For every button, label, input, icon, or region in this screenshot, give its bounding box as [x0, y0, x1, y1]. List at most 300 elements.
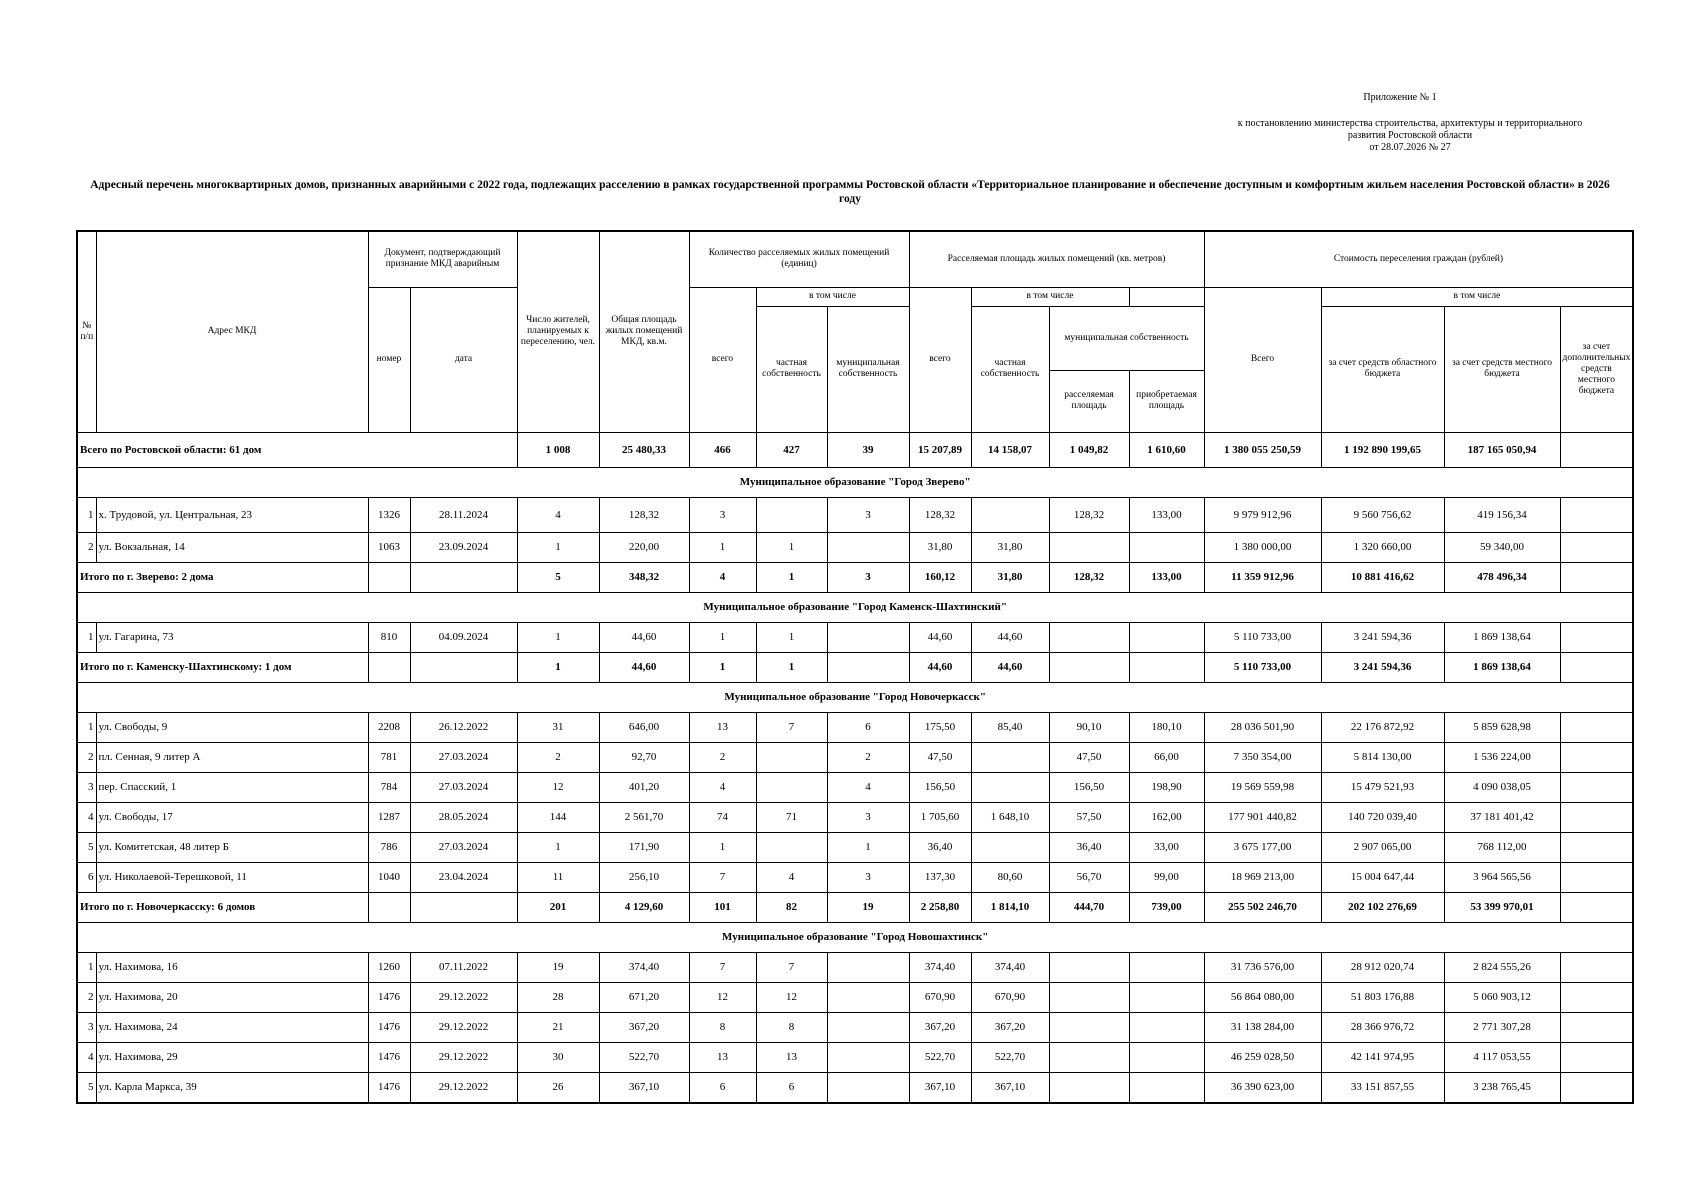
cell-total_area: 367,20 [599, 1012, 689, 1042]
cell-cost_total: 7 350 354,00 [1204, 742, 1321, 772]
cell-area_resettled: 56,70 [1049, 862, 1129, 892]
cell-area_acquired [1129, 952, 1204, 982]
cell-area_acquired [1129, 982, 1204, 1012]
cell-residents: 11 [517, 862, 599, 892]
cell-rooms_total: 466 [689, 432, 756, 467]
cell-cost_extra [1560, 562, 1633, 592]
cell-area_resettled [1049, 1012, 1129, 1042]
col-cost: Стоимость переселения граждан (рублей) [1204, 231, 1633, 287]
cell-doc-number: 1476 [368, 1042, 410, 1072]
cell-number: 2 [77, 742, 96, 772]
cell-total_area: 367,10 [599, 1072, 689, 1103]
cell-doc-number: 784 [368, 772, 410, 802]
cell-cost_total: 46 259 028,50 [1204, 1042, 1321, 1072]
cell-municipal [827, 622, 909, 652]
col-area-including: в том числе [971, 287, 1129, 306]
cell-residents: 1 008 [517, 432, 599, 467]
municipality-header-row [77, 467, 1633, 497]
cell-residents: 12 [517, 772, 599, 802]
cell-area_resettled [1049, 982, 1129, 1012]
cell-residents: 1 [517, 832, 599, 862]
cell-cost_local: 478 496,34 [1444, 562, 1560, 592]
cell-area_acquired: 66,00 [1129, 742, 1204, 772]
cell-cost_regional: 15 004 647,44 [1321, 862, 1444, 892]
cell-area_acquired: 99,00 [1129, 862, 1204, 892]
annex-title: Приложение № 1 [1363, 92, 1437, 103]
cell-rooms_total: 101 [689, 892, 756, 922]
cell-cost_total: 177 901 440,82 [1204, 802, 1321, 832]
cell-address: ул. Гагарина, 73 [96, 622, 368, 652]
cell-address: ул. Комитетская, 48 литер Б [96, 832, 368, 862]
municipality-title: Муниципальное образование "Город Зверево" [77, 467, 1633, 497]
cell-cost_total: 36 390 623,00 [1204, 1072, 1321, 1103]
cell-cost_extra [1560, 432, 1633, 467]
cell-area_total: 374,40 [909, 952, 971, 982]
cell-number: 1 [77, 712, 96, 742]
cell-area_resettled: 156,50 [1049, 772, 1129, 802]
cell-area_total: 128,32 [909, 497, 971, 532]
cell-residents: 201 [517, 892, 599, 922]
cell-doc-number: 1476 [368, 1012, 410, 1042]
cell-rooms_total: 3 [689, 497, 756, 532]
cell-cost_regional: 10 881 416,62 [1321, 562, 1444, 592]
cell-cost_local: 187 165 050,94 [1444, 432, 1560, 467]
cell-private [756, 772, 827, 802]
cell-area_total: 137,30 [909, 862, 971, 892]
cell-cost_regional: 2 907 065,00 [1321, 832, 1444, 862]
cell-doc-number: 1287 [368, 802, 410, 832]
cell-rooms_total: 13 [689, 1042, 756, 1072]
cell-number: 4 [77, 1042, 96, 1072]
cell-number: 2 [77, 982, 96, 1012]
col-area: Расселяемая площадь жилых помещений (кв. метров) [909, 231, 1204, 287]
cell-cost_total: 9 979 912,96 [1204, 497, 1321, 532]
cell-municipal: 3 [827, 562, 909, 592]
cell-area_resettled: 1 049,82 [1049, 432, 1129, 467]
cell-cost_local: 1 536 224,00 [1444, 742, 1560, 772]
cell-rooms_total: 12 [689, 982, 756, 1012]
cell-doc-date: 27.03.2024 [410, 832, 517, 862]
col-doc-date: дата [410, 287, 517, 432]
cell-cost_total: 5 110 733,00 [1204, 652, 1321, 682]
annex-line-1: к постановлению министерства строительства, архитектуры и территориального [1237, 118, 1583, 129]
cell-address: ул. Нахимова, 16 [96, 952, 368, 982]
annex-line-2: развития Ростовской области [1347, 130, 1473, 141]
cell-rooms_total: 74 [689, 802, 756, 832]
table-row [77, 1072, 1633, 1103]
cell-private: 1 [756, 652, 827, 682]
cell-cost_total: 28 036 501,90 [1204, 712, 1321, 742]
cell-address: пер. Спасский, 1 [96, 772, 368, 802]
col-municipal: муниципальная собственность [827, 306, 909, 432]
cell-area_total: 47,50 [909, 742, 971, 772]
annex-line-3: от 28.07.2026 № 27 [1369, 142, 1451, 153]
cell-cost_total: 19 569 559,98 [1204, 772, 1321, 802]
cell-area_private [971, 742, 1049, 772]
col-doc-number: номер [368, 287, 410, 432]
subtotal-label: Итого по г. Каменску-Шахтинскому: 1 дом [77, 652, 368, 682]
cell-area_private [971, 497, 1049, 532]
cell-total_area: 522,70 [599, 1042, 689, 1072]
subtotal-label: Итого по г. Зверево: 2 дома [77, 562, 368, 592]
cell-area_total: 156,50 [909, 772, 971, 802]
cell-number: 2 [77, 532, 96, 562]
cell-area_acquired: 739,00 [1129, 892, 1204, 922]
cell-area_private: 44,60 [971, 652, 1049, 682]
cell-area_private: 374,40 [971, 952, 1049, 982]
cell-municipal [827, 982, 909, 1012]
cell-residents: 21 [517, 1012, 599, 1042]
cell-doc-number: 786 [368, 832, 410, 862]
cell-total_area: 44,60 [599, 622, 689, 652]
cell-doc-date: 27.03.2024 [410, 772, 517, 802]
cell-total_area: 256,10 [599, 862, 689, 892]
cell-area_private: 31,80 [971, 562, 1049, 592]
table-row [77, 1042, 1633, 1072]
cell-area_resettled [1049, 652, 1129, 682]
cell-cost_extra [1560, 832, 1633, 862]
cell-area_private: 367,20 [971, 1012, 1049, 1042]
cell-rooms_total: 4 [689, 772, 756, 802]
cell-residents: 1 [517, 652, 599, 682]
cell-municipal: 6 [827, 712, 909, 742]
cell-residents: 31 [517, 712, 599, 742]
col-area-resettled: расселяемая площадь [1049, 370, 1129, 432]
cell-number: 1 [77, 952, 96, 982]
cell-address: х. Трудовой, ул. Центральная, 23 [96, 497, 368, 532]
cell-private: 8 [756, 1012, 827, 1042]
cell-doc-number: 1040 [368, 862, 410, 892]
cell-total_area: 44,60 [599, 652, 689, 682]
cell-municipal: 39 [827, 432, 909, 467]
cell-area_total: 31,80 [909, 532, 971, 562]
cell-cost_regional: 3 241 594,36 [1321, 652, 1444, 682]
cell-rooms_total: 7 [689, 952, 756, 982]
cell-area_total: 2 258,80 [909, 892, 971, 922]
cell-total_area: 2 561,70 [599, 802, 689, 832]
cell-private: 7 [756, 952, 827, 982]
col-document: Документ, подтверждающий признание МКД аварийным [368, 231, 517, 287]
cell-doc-date: 07.11.2022 [410, 952, 517, 982]
cell-area_resettled: 47,50 [1049, 742, 1129, 772]
cell-private [756, 742, 827, 772]
cell-rooms_total: 1 [689, 832, 756, 862]
municipality-header-row [77, 922, 1633, 952]
cell-cost_total: 18 969 213,00 [1204, 862, 1321, 892]
cell-cost_local: 37 181 401,42 [1444, 802, 1560, 832]
cell-area_total: 44,60 [909, 652, 971, 682]
cell-cost_extra [1560, 742, 1633, 772]
cell-municipal: 4 [827, 772, 909, 802]
cell-municipal [827, 1012, 909, 1042]
cell-doc-number: 781 [368, 742, 410, 772]
cell-total_area: 646,00 [599, 712, 689, 742]
table-row [77, 802, 1633, 832]
cell-cost_local: 59 340,00 [1444, 532, 1560, 562]
cell-doc-number: 1476 [368, 1072, 410, 1103]
cell-cost_total: 3 675 177,00 [1204, 832, 1321, 862]
cell-cost_local: 3 964 565,56 [1444, 862, 1560, 892]
cell-area_resettled: 128,32 [1049, 497, 1129, 532]
col-area-municipal: муниципальная собственность [1049, 306, 1204, 370]
cell-total_area: 220,00 [599, 532, 689, 562]
col-area-private: частная собственность [971, 306, 1049, 432]
cell-cost_regional: 202 102 276,69 [1321, 892, 1444, 922]
document-title: Адресный перечень многоквартирных домов, признанных аварийными с 2022 года, подлежащих расселению в рамках государственной программы Ростовской области «Территориальное планирование и обеспечение доступным и комфортным жильем населения Ростовской области» в 2026 году [90, 179, 1610, 205]
cell-private [756, 832, 827, 862]
col-cost-regional: за счет средств областного бюджета [1321, 306, 1444, 432]
cell-municipal [827, 952, 909, 982]
cell-private: 1 [756, 622, 827, 652]
cell-area_resettled: 90,10 [1049, 712, 1129, 742]
table-row [77, 772, 1633, 802]
cell-cost_local: 1 869 138,64 [1444, 652, 1560, 682]
cell-doc-date [410, 652, 517, 682]
cell-cost_total: 11 359 912,96 [1204, 562, 1321, 592]
cell-doc-number: 1260 [368, 952, 410, 982]
col-cost-local: за счет средств местного бюджета [1444, 306, 1560, 432]
cell-residents: 28 [517, 982, 599, 1012]
col-area-total: всего [909, 287, 971, 432]
table-header [77, 231, 1633, 432]
cell-area_acquired: 162,00 [1129, 802, 1204, 832]
cell-area_total: 1 705,60 [909, 802, 971, 832]
cell-area_private: 1 814,10 [971, 892, 1049, 922]
cell-cost_local: 2 824 555,26 [1444, 952, 1560, 982]
subtotal-label: Итого по г. Новочеркасску: 6 домов [77, 892, 368, 922]
cell-area_private [971, 772, 1049, 802]
col-total-area: Общая площадь жилых помещений МКД, кв.м. [599, 231, 689, 432]
cell-doc-date: 29.12.2022 [410, 1072, 517, 1103]
cell-total_area: 128,32 [599, 497, 689, 532]
cell-doc-number [368, 652, 410, 682]
cell-rooms_total: 4 [689, 562, 756, 592]
cell-private: 12 [756, 982, 827, 1012]
cell-doc-date: 26.12.2022 [410, 712, 517, 742]
cell-area_resettled [1049, 1042, 1129, 1072]
cell-cost_regional: 22 176 872,92 [1321, 712, 1444, 742]
cell-doc-date: 28.05.2024 [410, 802, 517, 832]
cell-residents: 144 [517, 802, 599, 832]
cell-area_private: 1 648,10 [971, 802, 1049, 832]
cell-rooms_total: 2 [689, 742, 756, 772]
cell-cost_regional: 3 241 594,36 [1321, 622, 1444, 652]
cell-cost_local: 768 112,00 [1444, 832, 1560, 862]
cell-private: 71 [756, 802, 827, 832]
cell-rooms_total: 13 [689, 712, 756, 742]
cell-cost_extra [1560, 952, 1633, 982]
cell-area_private: 14 158,07 [971, 432, 1049, 467]
cell-cost_regional: 140 720 039,40 [1321, 802, 1444, 832]
cell-doc-date: 29.12.2022 [410, 1012, 517, 1042]
subtotal-row [77, 892, 1633, 922]
cell-doc-number [368, 892, 410, 922]
cell-cost_extra [1560, 622, 1633, 652]
cell-doc-date [410, 892, 517, 922]
col-cost-including: в том числе [1321, 287, 1633, 306]
municipality-title: Муниципальное образование "Город Новочеркасск" [77, 682, 1633, 712]
cell-area_acquired [1129, 1012, 1204, 1042]
table-body [77, 432, 1633, 1103]
cell-doc-date [410, 562, 517, 592]
table-row [77, 497, 1633, 532]
cell-cost_local: 53 399 970,01 [1444, 892, 1560, 922]
cell-address: ул. Свободы, 17 [96, 802, 368, 832]
cell-cost_regional: 42 141 974,95 [1321, 1042, 1444, 1072]
cell-area_total: 175,50 [909, 712, 971, 742]
cell-cost_regional: 28 366 976,72 [1321, 1012, 1444, 1042]
col-address: Адрес МКД [96, 231, 368, 432]
table-row [77, 862, 1633, 892]
cell-cost_extra [1560, 712, 1633, 742]
municipality-header-row [77, 592, 1633, 622]
col-rooms: Количество расселяемых жилых помещений (единиц) [689, 231, 909, 287]
cell-area_private: 670,90 [971, 982, 1049, 1012]
cell-area_acquired: 133,00 [1129, 497, 1204, 532]
cell-number: 1 [77, 497, 96, 532]
municipality-title: Муниципальное образование "Город Новошахтинск" [77, 922, 1633, 952]
cell-residents: 5 [517, 562, 599, 592]
cell-cost_total: 5 110 733,00 [1204, 622, 1321, 652]
cell-cost_local: 5 060 903,12 [1444, 982, 1560, 1012]
cell-private: 6 [756, 1072, 827, 1103]
cell-number: 3 [77, 772, 96, 802]
cell-area_acquired [1129, 1042, 1204, 1072]
cell-area_private: 80,60 [971, 862, 1049, 892]
cell-area_total: 367,20 [909, 1012, 971, 1042]
cell-area_total: 160,12 [909, 562, 971, 592]
cell-cost_local: 4 090 038,05 [1444, 772, 1560, 802]
cell-private: 4 [756, 862, 827, 892]
cell-cost_regional: 1 192 890 199,65 [1321, 432, 1444, 467]
cell-doc-date: 29.12.2022 [410, 982, 517, 1012]
cell-total_area: 401,20 [599, 772, 689, 802]
cell-number: 4 [77, 802, 96, 832]
cell-doc-number: 1063 [368, 532, 410, 562]
col-area-acquired: приобретаемая площадь [1129, 370, 1204, 432]
cell-residents: 19 [517, 952, 599, 982]
cell-area_resettled [1049, 1072, 1129, 1103]
cell-doc-number: 810 [368, 622, 410, 652]
cell-doc-date: 04.09.2024 [410, 622, 517, 652]
table-row [77, 952, 1633, 982]
cell-cost_total: 1 380 055 250,59 [1204, 432, 1321, 467]
cell-cost_regional: 1 320 660,00 [1321, 532, 1444, 562]
cell-total_area: 348,32 [599, 562, 689, 592]
cell-private [756, 497, 827, 532]
cell-cost_total: 31 138 284,00 [1204, 1012, 1321, 1042]
table-row [77, 532, 1633, 562]
grand-total-row [77, 432, 1633, 467]
cell-address: ул. Карла Маркса, 39 [96, 1072, 368, 1103]
cell-private: 427 [756, 432, 827, 467]
cell-number: 5 [77, 1072, 96, 1103]
cell-cost_extra [1560, 982, 1633, 1012]
cell-cost_regional: 51 803 176,88 [1321, 982, 1444, 1012]
cell-cost_regional: 15 479 521,93 [1321, 772, 1444, 802]
cell-number: 3 [77, 1012, 96, 1042]
municipality-title: Муниципальное образование "Город Каменск-Шахтинский" [77, 592, 1633, 622]
table-row [77, 982, 1633, 1012]
cell-cost_regional: 9 560 756,62 [1321, 497, 1444, 532]
cell-address: ул. Вокзальная, 14 [96, 532, 368, 562]
cell-area_private: 522,70 [971, 1042, 1049, 1072]
cell-address: ул. Нахимова, 20 [96, 982, 368, 1012]
cell-doc-date: 23.09.2024 [410, 532, 517, 562]
municipality-header-row [77, 682, 1633, 712]
cell-area_resettled: 36,40 [1049, 832, 1129, 862]
cell-area_acquired [1129, 652, 1204, 682]
cell-cost_total: 56 864 080,00 [1204, 982, 1321, 1012]
cell-address: ул. Николаевой-Терешковой, 11 [96, 862, 368, 892]
cell-residents: 4 [517, 497, 599, 532]
cell-area_private: 85,40 [971, 712, 1049, 742]
cell-total_area: 374,40 [599, 952, 689, 982]
col-residents: Число жителей, планируемых к переселению, чел. [517, 231, 599, 432]
cell-area_resettled: 128,32 [1049, 562, 1129, 592]
cell-municipal [827, 1042, 909, 1072]
cell-municipal: 3 [827, 862, 909, 892]
subtotal-row [77, 562, 1633, 592]
cell-address: ул. Нахимова, 24 [96, 1012, 368, 1042]
cell-doc-number: 2208 [368, 712, 410, 742]
cell-residents: 2 [517, 742, 599, 772]
cell-residents: 1 [517, 532, 599, 562]
col-cost-total: Всего [1204, 287, 1321, 432]
cell-cost_total: 31 736 576,00 [1204, 952, 1321, 982]
cell-area_resettled: 57,50 [1049, 802, 1129, 832]
cell-area_private: 31,80 [971, 532, 1049, 562]
cell-area_total: 36,40 [909, 832, 971, 862]
cell-doc-number: 1326 [368, 497, 410, 532]
col-cost-extra: за счет дополнительных средств местного бюджета [1560, 306, 1633, 432]
cell-doc-date: 27.03.2024 [410, 742, 517, 772]
cell-cost_local: 2 771 307,28 [1444, 1012, 1560, 1042]
cell-doc-number: 1476 [368, 982, 410, 1012]
cell-residents: 30 [517, 1042, 599, 1072]
cell-area_private: 44,60 [971, 622, 1049, 652]
cell-private: 13 [756, 1042, 827, 1072]
cell-municipal [827, 1072, 909, 1103]
cell-rooms_total: 8 [689, 1012, 756, 1042]
table-row [77, 712, 1633, 742]
cell-cost_extra [1560, 772, 1633, 802]
cell-area_acquired: 1 610,60 [1129, 432, 1204, 467]
cell-cost_extra [1560, 1042, 1633, 1072]
cell-address: ул. Нахимова, 29 [96, 1042, 368, 1072]
cell-cost_regional: 28 912 020,74 [1321, 952, 1444, 982]
cell-doc-date: 23.04.2024 [410, 862, 517, 892]
cell-address: пл. Сенная, 9 литер А [96, 742, 368, 772]
cell-doc-number [368, 562, 410, 592]
cell-area_total: 522,70 [909, 1042, 971, 1072]
cell-private: 1 [756, 532, 827, 562]
cell-area_acquired [1129, 622, 1204, 652]
cell-residents: 26 [517, 1072, 599, 1103]
cell-private: 82 [756, 892, 827, 922]
cell-cost_extra [1560, 1072, 1633, 1103]
cell-total_area: 171,90 [599, 832, 689, 862]
cell-area_resettled: 444,70 [1049, 892, 1129, 922]
cell-municipal: 3 [827, 497, 909, 532]
cell-cost_local: 1 869 138,64 [1444, 622, 1560, 652]
col-rooms-including: в том числе [756, 287, 909, 306]
col-rooms-total: всего [689, 287, 756, 432]
cell-total_area: 25 480,33 [599, 432, 689, 467]
col-np: № п/п [77, 231, 96, 432]
cell-area_total: 15 207,89 [909, 432, 971, 467]
cell-municipal: 3 [827, 802, 909, 832]
